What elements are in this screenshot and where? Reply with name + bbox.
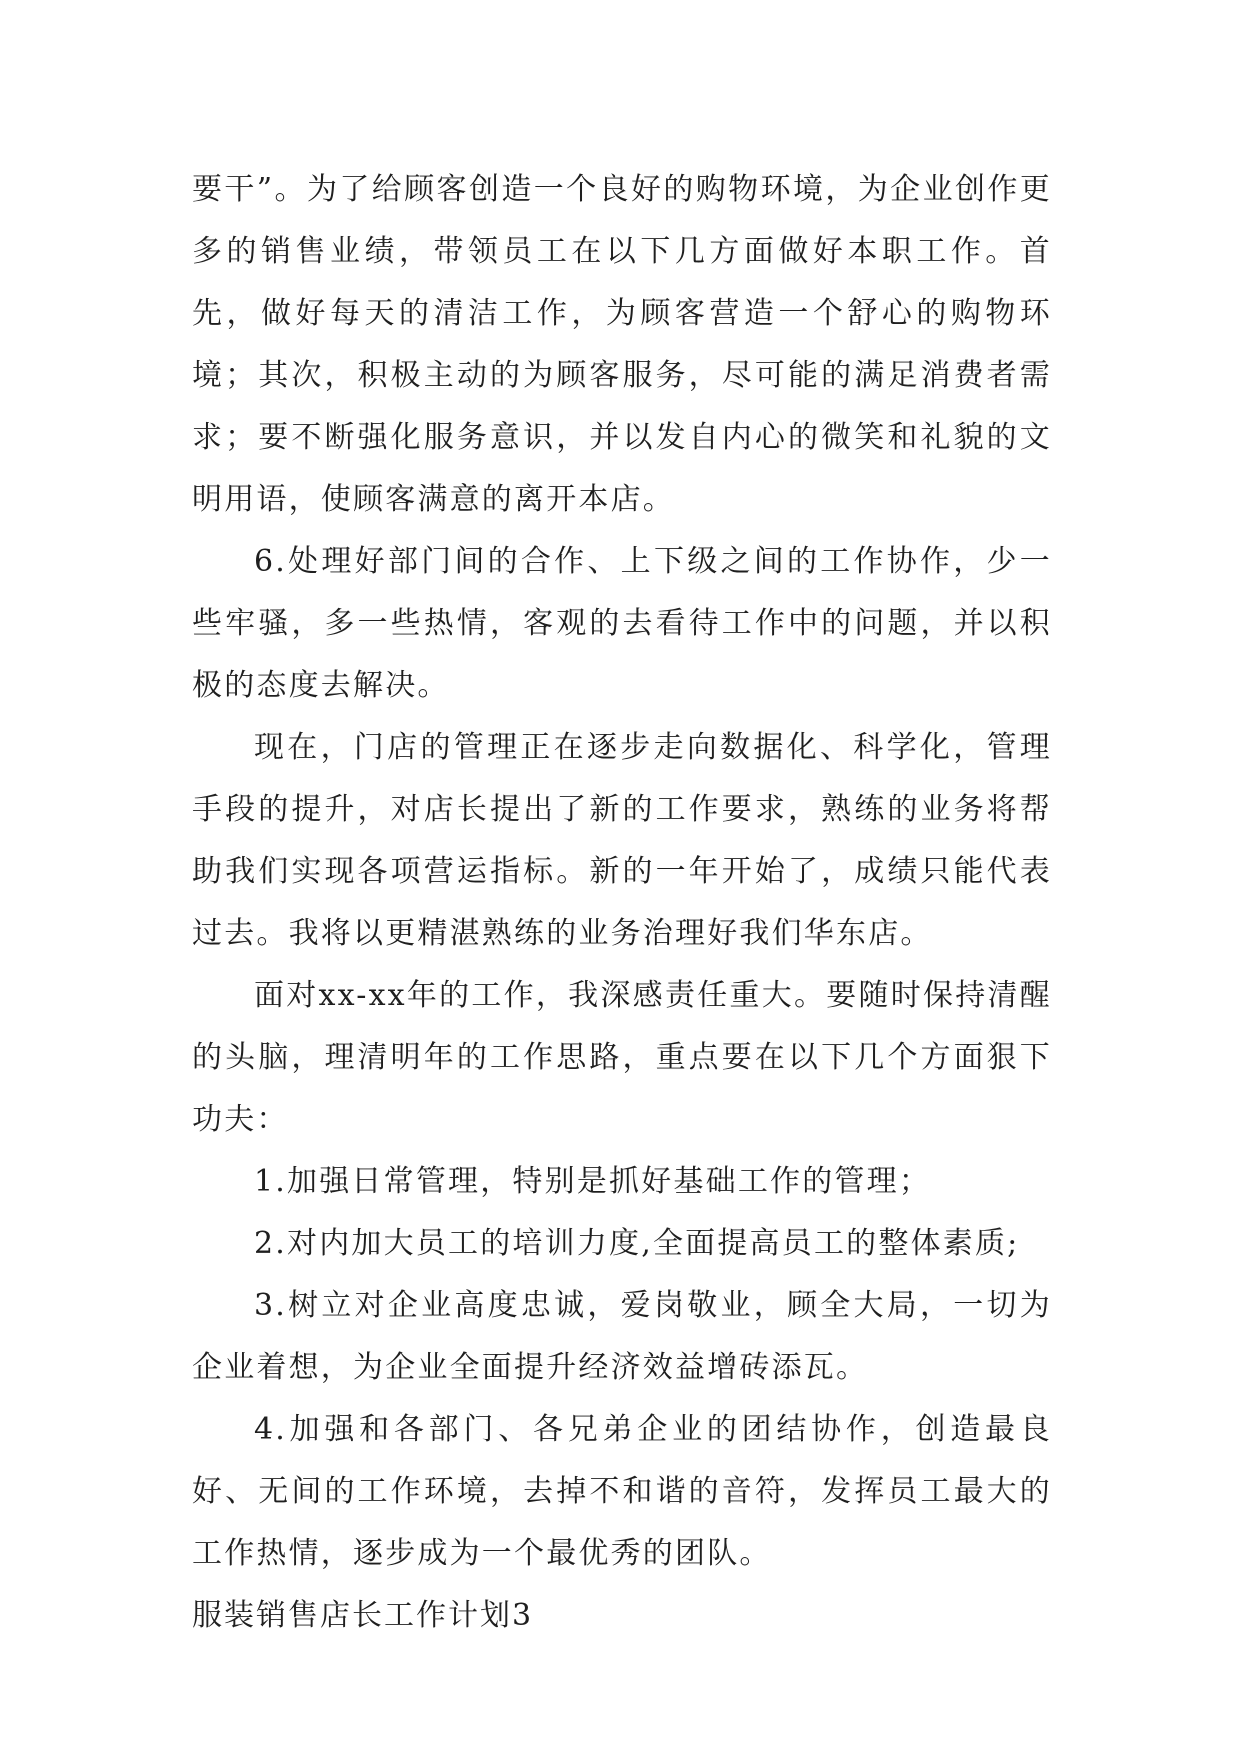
list-item-4: 4.加强和各部门、各兄弟企业的团结协作，创造最良好、无间的工作环境，去掉不和谐的音符，发挥员工最大的工作热情，逐步成为一个最优秀的团队。: [192, 1412, 1052, 1571]
list-item-3: 3.树立对企业高度忠诚，爱岗敬业，顾全大局，一切为企业着想，为企业全面提升经济效益增砖添瓦。: [192, 1288, 1052, 1385]
document-body: [192, 159, 1052, 1647]
paragraph-4: 面对xx-xx年的工作，我深感责任重大。要随时保持清醒的头脑，理清明年的工作思路，重点要在以下几个方面狠下功夫：: [192, 978, 1052, 1137]
section-heading: 服装销售店长工作计划3: [192, 1598, 534, 1633]
paragraph-2: 6.处理好部门间的合作、上下级之间的工作协作，少一些牢骚，多一些热情，客观的去看待工作中的问题，并以积极的态度去解决。: [192, 544, 1052, 703]
list-item-2: 2.对内加大员工的培训力度,全面提高员工的整体素质;: [254, 1226, 1020, 1261]
list-item-1: 1.加强日常管理，特别是抓好基础工作的管理；: [254, 1164, 932, 1199]
paragraph-3: 现在，门店的管理正在逐步走向数据化、科学化，管理手段的提升，对店长提出了新的工作要求，熟练的业务将帮助我们实现各项营运指标。新的一年开始了，成绩只能代表过去。我将以更精湛熟练的业务治理好我们华东店。: [192, 730, 1052, 951]
paragraph-1: 要干”。为了给顾客创造一个良好的购物环境，为企业创作更多的销售业绩，带领员工在以下几方面做好本职工作。首先，做好每天的清洁工作，为顾客营造一个舒心的购物环境；其次，积极主动的为顾客服务，尽可能的满足消费者需求；要不断强化服务意识，并以发自内心的微笑和礼貌的文明用语，使顾客满意的离开本店。: [192, 172, 1052, 517]
